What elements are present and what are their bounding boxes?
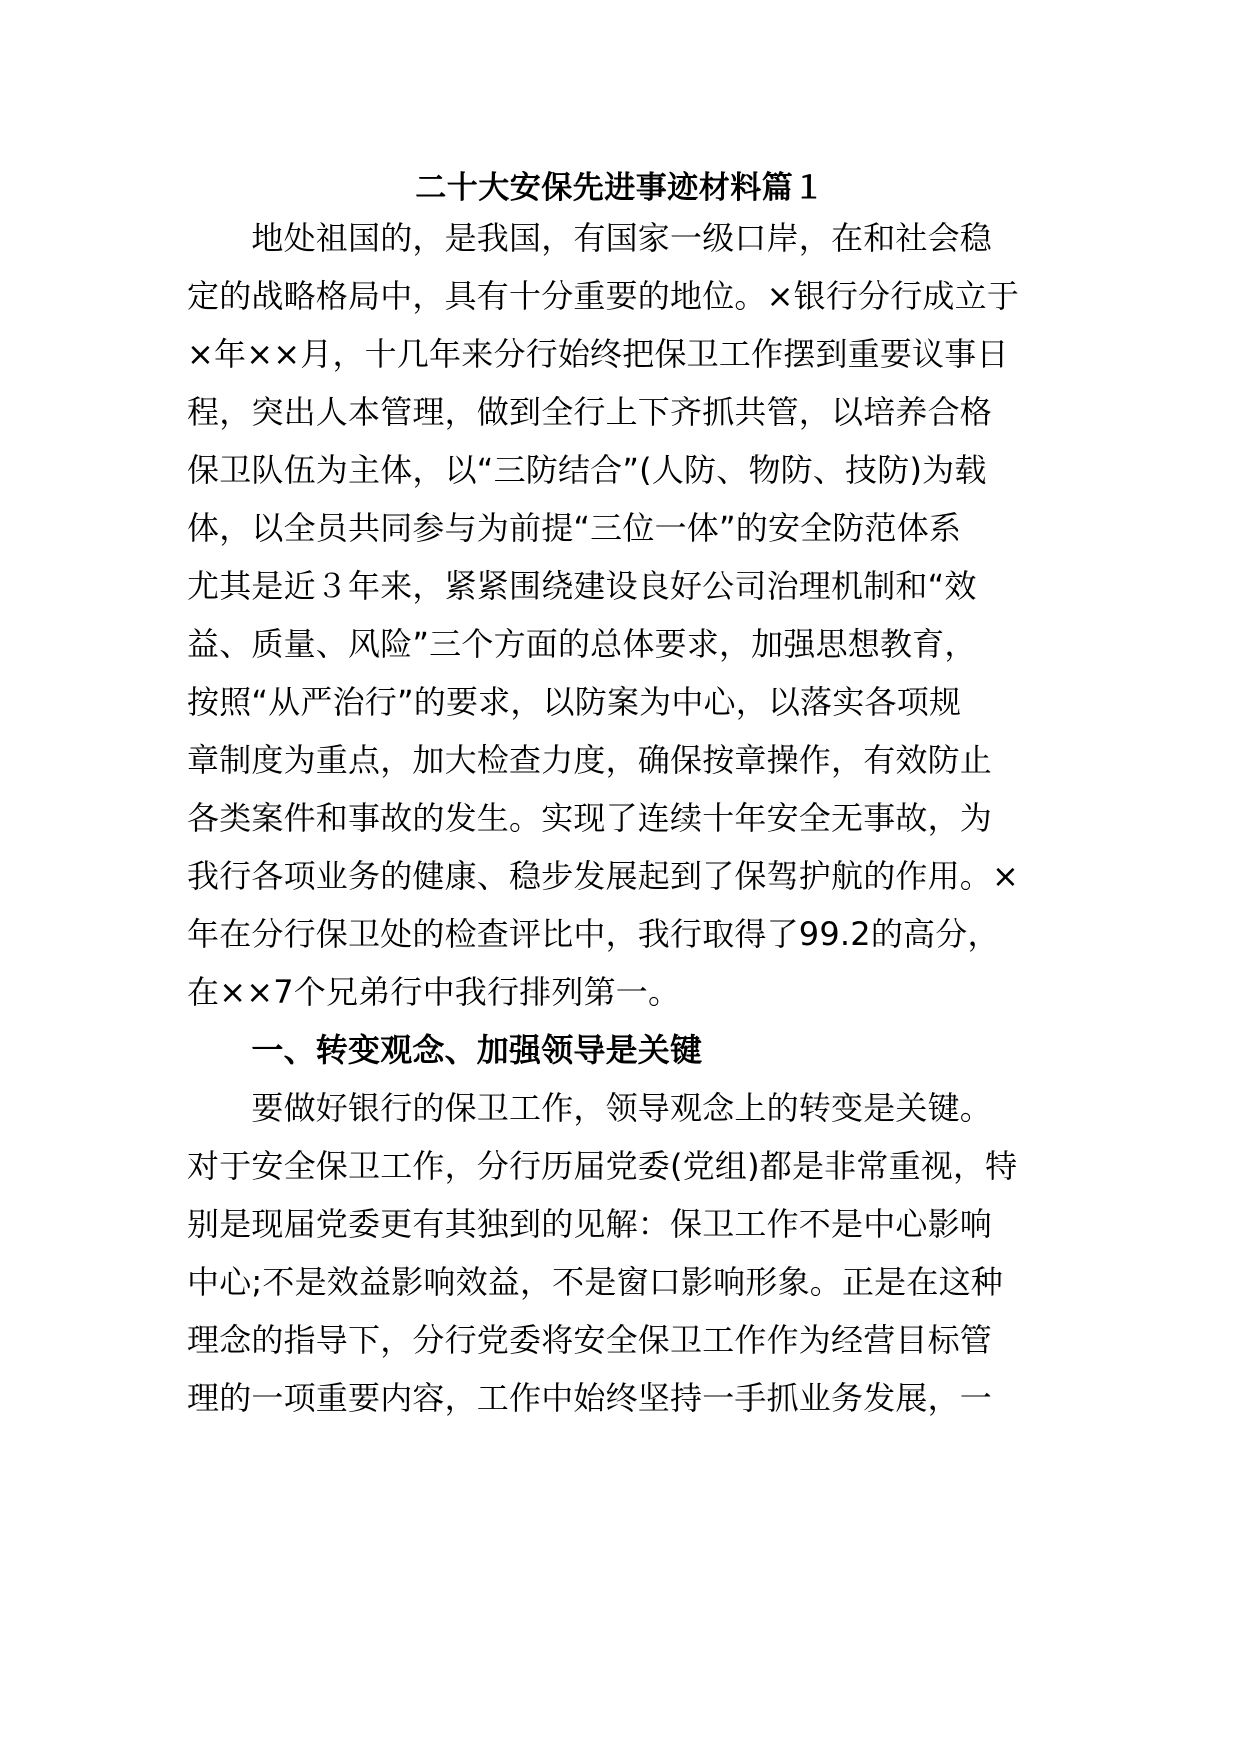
paragraph-line: 在××7个兄弟行中我行排列第一。 — [187, 973, 681, 1011]
paragraph-line: 益、质量、风险”三个方面的总体要求，加强思想教育， — [187, 625, 977, 663]
paragraph-line: 定的战略格局中，具有十分重要的地位。×银行分行成立于 — [187, 277, 1020, 315]
paragraph-line: 年在分行保卫处的检查评比中，我行取得了99.2的高分， — [187, 915, 1000, 953]
paragraph-line: 尤其是近３年来，紧紧围绕建设良好公司治理机制和“效 — [187, 567, 977, 605]
paragraph-line: 按照“从严治行”的要求，以防案为中心，以落实各项规 — [187, 683, 962, 721]
section-heading: 一、转变观念、加强领导是关键 — [187, 1031, 703, 1069]
paragraph-line: 要做好银行的保卫工作，领导观念上的转变是关键。 — [187, 1089, 993, 1127]
paragraph-line: 各类案件和事故的发生。实现了连续十年安全无事故，为 — [187, 799, 993, 837]
paragraph-line: 地处祖国的，是我国，有国家一级口岸，在和社会稳 — [187, 219, 993, 257]
paragraph-line: 我行各项业务的健康、稳步发展起到了保驾护航的作用。× — [187, 857, 1020, 895]
paragraph-line: 别是现届党委更有其独到的见解：保卫工作不是中心影响 — [187, 1205, 993, 1243]
paragraph-line: ×年××月，十几年来分行始终把保卫工作摆到重要议事日 — [187, 335, 1009, 373]
paragraph-line: 理的一项重要内容，工作中始终坚持一手抓业务发展，一 — [187, 1379, 993, 1417]
paragraph-line: 对于安全保卫工作，分行历届党委(党组)都是非常重视，特 — [187, 1147, 1018, 1185]
paragraph-line: 程，突出人本管理，做到全行上下齐抓共管，以培养合格 — [187, 393, 993, 431]
paragraph-line: 理念的指导下，分行党委将安全保卫工作作为经营目标管 — [187, 1321, 993, 1359]
paragraph-line: 体，以全员共同参与为前提“三位一体”的安全防范体系 — [187, 509, 962, 547]
document-title: 二十大安保先进事迹材料篇１ — [415, 170, 825, 206]
paragraph-line: 保卫队伍为主体，以“三防结合”(人防、物防、技防)为载 — [187, 451, 987, 489]
paragraph-line: 章制度为重点，加大检查力度，确保按章操作，有效防止 — [187, 741, 993, 779]
paragraph-line: 中心;不是效益影响效益，不是窗口影响形象。正是在这种 — [187, 1263, 1003, 1301]
